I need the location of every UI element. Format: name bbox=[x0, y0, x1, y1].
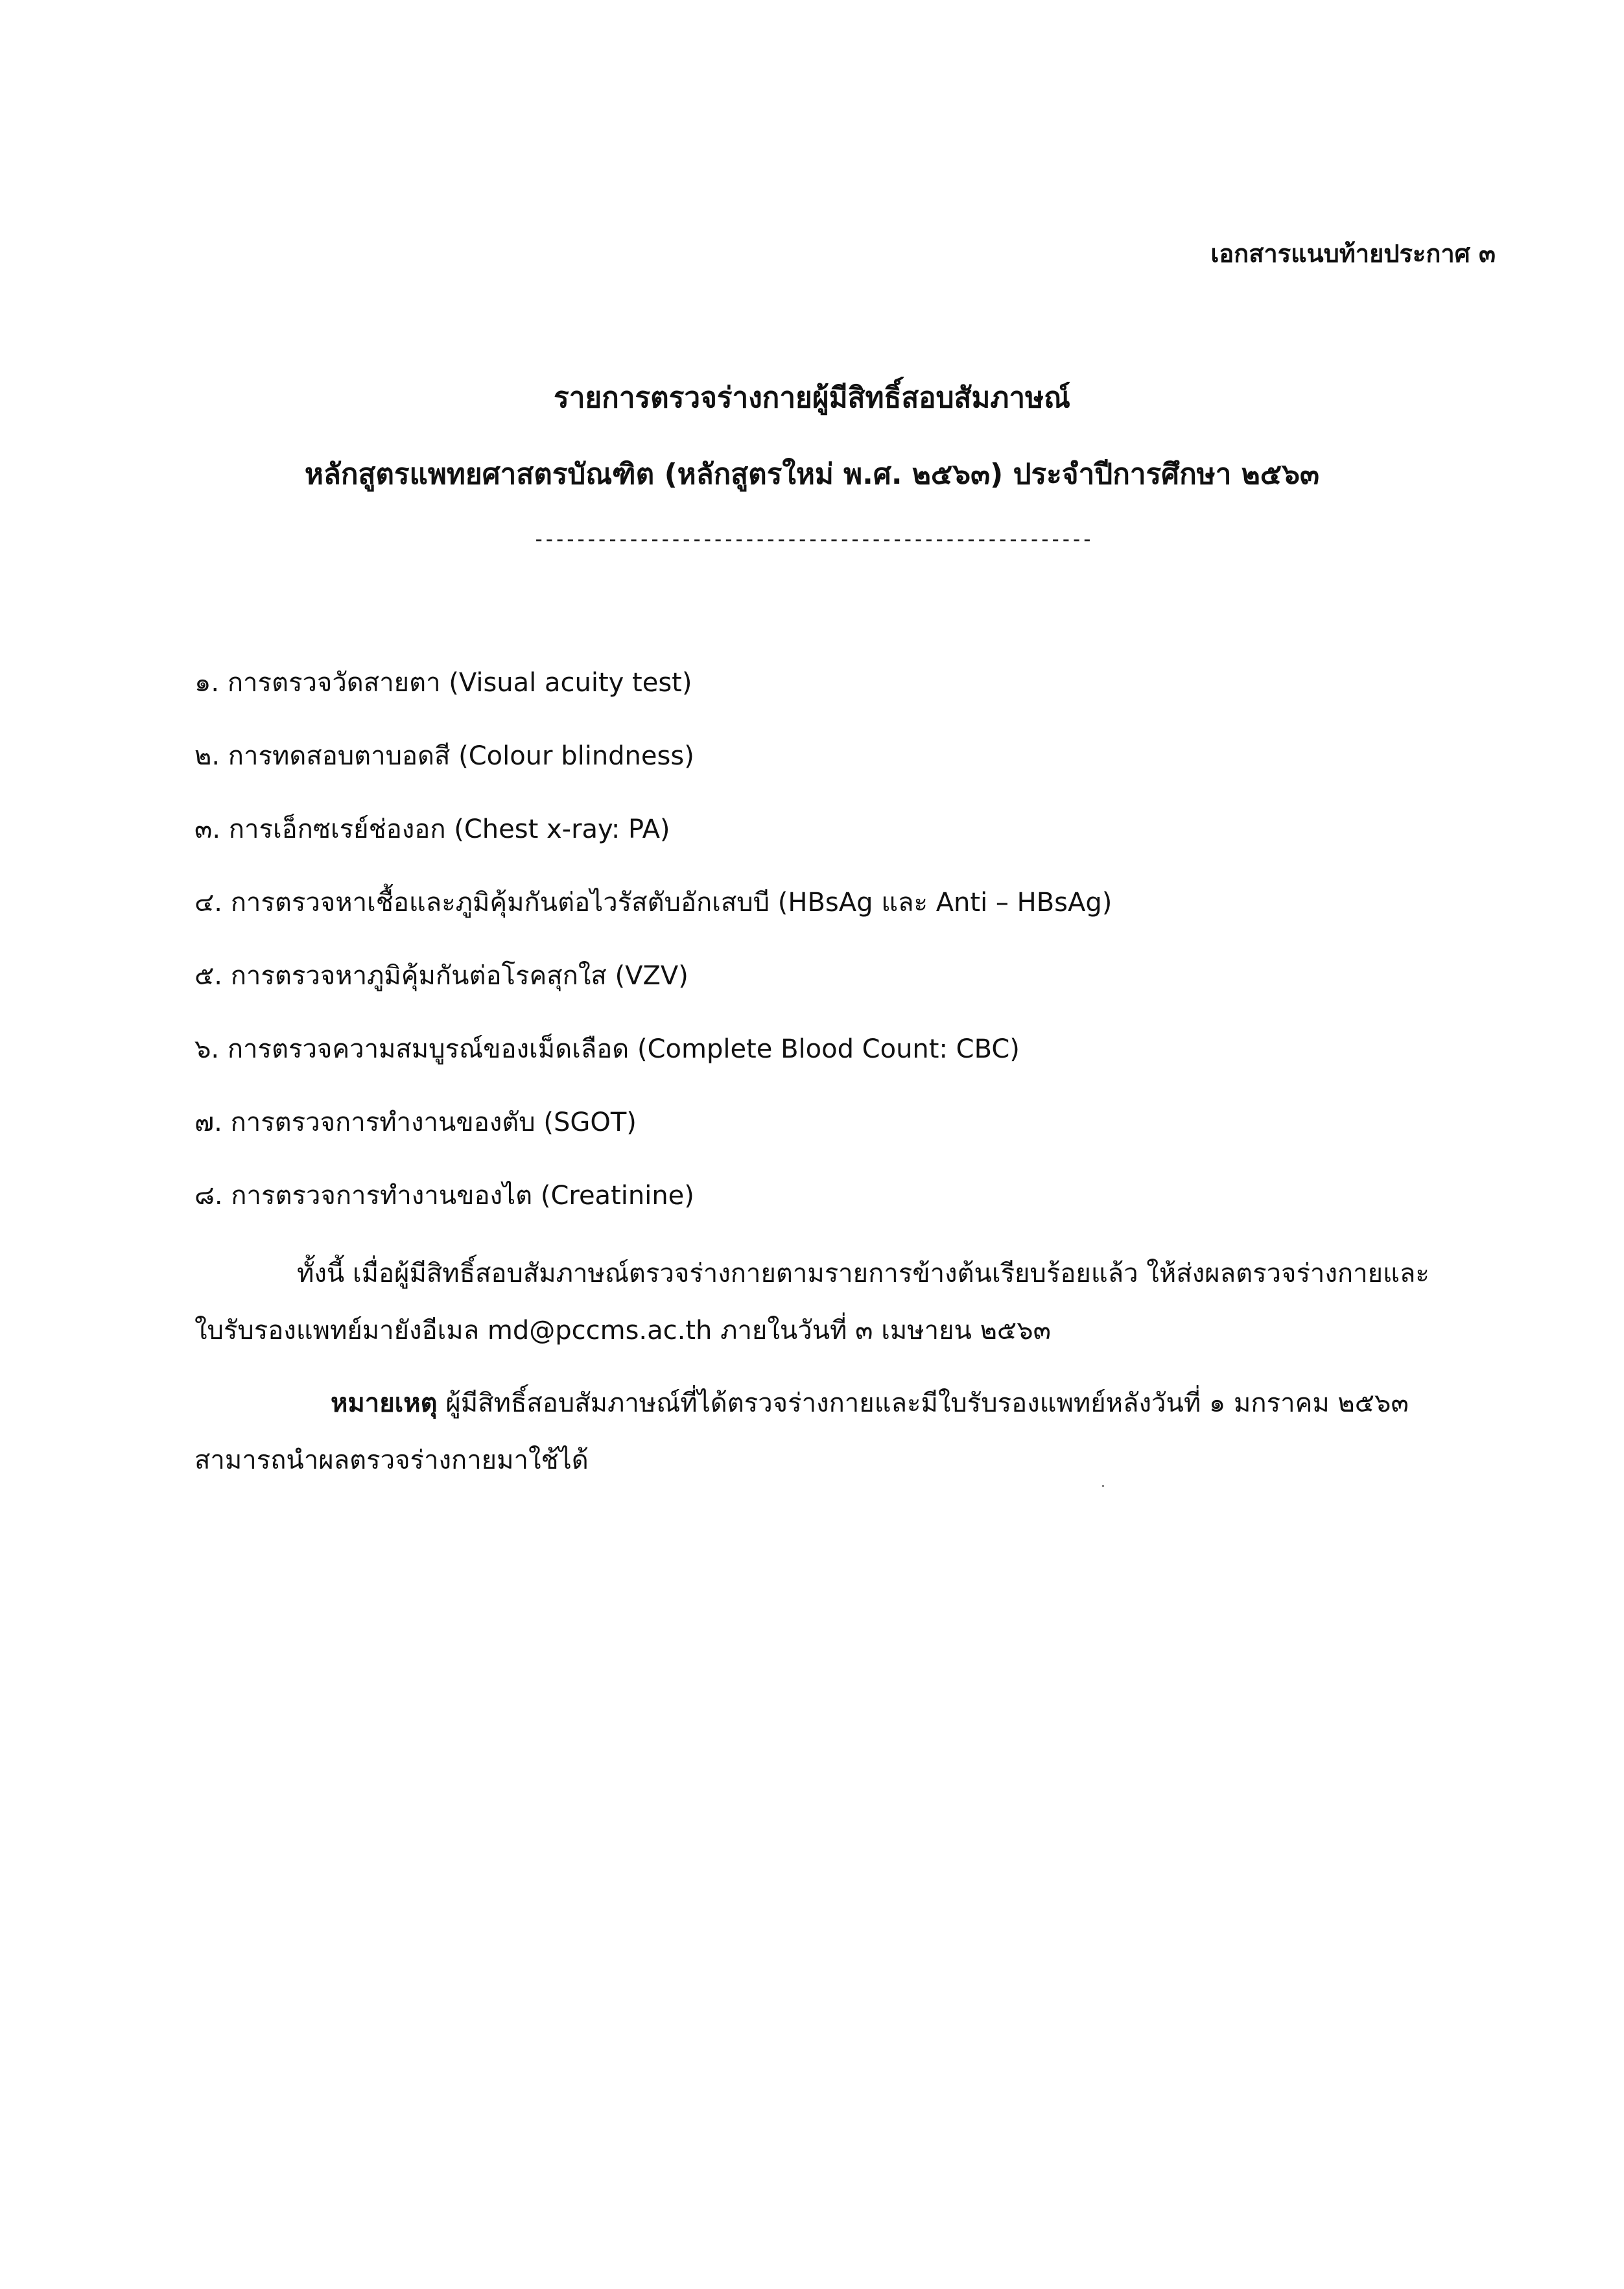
remark-paragraph bbox=[194, 1375, 1459, 1489]
exam-item-colour-blindness: ๒. การทดสอบตาบอดสี (Colour blindness) bbox=[194, 741, 694, 771]
exam-item-vzv: ๕. การตรวจหาภูมิคุ้มกันต่อโรคสุกใส (VZV) bbox=[194, 961, 688, 991]
submission-instructions bbox=[194, 1245, 1459, 1359]
exam-item-chest-xray: ๓. การเอ็กซเรย์ช่องอก (Chest x-ray: PA) bbox=[194, 814, 670, 844]
remark-label: หมายเหตุ bbox=[331, 1388, 438, 1418]
exam-item-creatinine: ๘. การตรวจการทำงานของไต (Creatinine) bbox=[194, 1181, 694, 1211]
attachment-label: เอกสารแนบท้ายประกาศ ๓ bbox=[1210, 239, 1496, 268]
exam-item-cbc: ๖. การตรวจความสมบูรณ์ของเม็ดเลือด (Complete Blood Count: CBC) bbox=[194, 1034, 1020, 1064]
instructions-prefix: ใบรับรองแพทย์มายังอีเมล bbox=[194, 1316, 488, 1346]
document-title: รายการตรวจร่างกายผู้มีสิทธิ์สอบสัมภาษณ์ bbox=[554, 381, 1070, 414]
instructions-line-1: ทั้งนี้ เมื่อผู้มีสิทธิ์สอบสัมภาษณ์ตรวจร่างกายตามรายการข้างต้นเรียบร้อยแล้ว ให้ส่งผลตรวจร่างกายและ bbox=[297, 1259, 1430, 1288]
remark-line-2: สามารถนำผลตรวจร่างกายมาใช้ได้ bbox=[194, 1445, 589, 1475]
exam-item-hepatitis-b: ๔. การตรวจหาเชื้อและภูมิคุ้มกันต่อไวรัสตับอักเสบบี (HBsAg และ Anti – HBsAg) bbox=[194, 888, 1112, 918]
scan-speck bbox=[1102, 1485, 1104, 1487]
submission-email: md@pccms.ac.th bbox=[487, 1316, 712, 1346]
title-separator: ----------------------------------------------------- bbox=[532, 527, 1092, 551]
instructions-deadline-prefix: ภายในวันที่ bbox=[712, 1316, 856, 1346]
document-subtitle: หลักสูตรแพทยศาสตรบัณฑิต (หลักสูตรใหม่ พ.ศ. ๒๕๖๓) ประจำปีการศึกษา ๒๕๖๓ bbox=[304, 458, 1320, 491]
submission-deadline: ๓ เมษายน ๒๕๖๓ bbox=[855, 1316, 1051, 1346]
exam-item-visual-acuity: ๑. การตรวจวัดสายตา (Visual acuity test) bbox=[194, 668, 692, 698]
remark-line-1 bbox=[194, 1375, 1459, 1432]
instructions-line-2 bbox=[194, 1302, 1459, 1359]
exam-item-list bbox=[194, 661, 1112, 1248]
exam-item-sgot: ๗. การตรวจการทำงานของตับ (SGOT) bbox=[194, 1108, 637, 1137]
remark-text: ผู้มีสิทธิ์สอบสัมภาษณ์ที่ได้ตรวจร่างกายและมีใบรับรองแพทย์หลังวันที่ ๑ มกราคม ๒๕๖๓ bbox=[437, 1388, 1409, 1418]
